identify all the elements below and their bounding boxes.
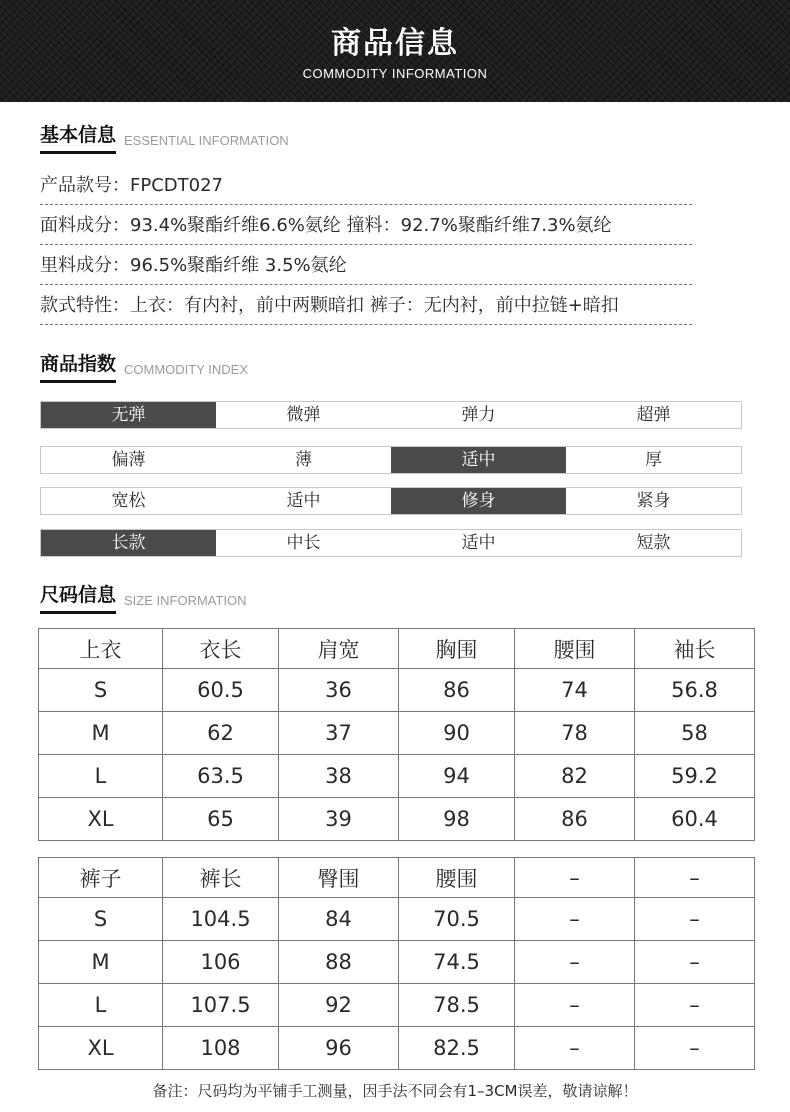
table-cell: 98	[399, 798, 515, 841]
table-cell: 78.5	[399, 984, 515, 1027]
table-cell: 96	[279, 1027, 399, 1070]
table-cell: 107.5	[163, 984, 279, 1027]
measurement-note: 备注：尺码均为平铺手工测量，因手法不同会有1–3CM误差，敬请谅解！	[152, 1082, 638, 1100]
table-header-cell: 裤长	[163, 858, 279, 898]
essential-title-en: ESSENTIAL INFORMATION	[124, 133, 289, 148]
table-row	[39, 898, 755, 941]
info-row-lining	[40, 244, 692, 285]
info-row-features	[40, 284, 692, 325]
table-cell: 60.4	[635, 798, 755, 841]
size-section-header	[40, 580, 247, 614]
table-cell: M	[39, 941, 163, 984]
table-cell: 56.8	[635, 669, 755, 712]
table-cell: –	[635, 941, 755, 984]
table-cell: –	[515, 898, 635, 941]
info-text: 里料成分：96.5%聚酯纤维 3.5%氨纶	[40, 255, 347, 276]
table-cell: –	[635, 984, 755, 1027]
index-cell: 适中	[286, 491, 321, 511]
index-cell: 偏薄	[111, 450, 146, 470]
page-subtitle: COMMODITY INFORMATION	[302, 66, 488, 81]
table-header-row	[39, 858, 755, 898]
index-cell: 薄	[295, 450, 312, 470]
tops-size-table	[38, 628, 755, 841]
index-row	[40, 401, 742, 429]
table-row	[39, 755, 755, 798]
index-row	[40, 487, 742, 515]
table-cell: XL	[39, 1027, 163, 1070]
table-cell: 86	[399, 669, 515, 712]
table-cell: 60.5	[163, 669, 279, 712]
table-cell: 90	[399, 712, 515, 755]
table-header-cell: 肩宽	[279, 629, 399, 669]
table-cell: 58	[635, 712, 755, 755]
table-cell: L	[39, 984, 163, 1027]
index-cell: 微弹	[286, 405, 321, 425]
table-header-cell: 袖长	[635, 629, 755, 669]
table-cell: 59.2	[635, 755, 755, 798]
table-header-cell: –	[635, 858, 755, 898]
index-row	[40, 529, 742, 557]
index-cell: 超弹	[636, 405, 671, 425]
table-cell: 74	[515, 669, 635, 712]
table-cell: –	[515, 1027, 635, 1070]
table-cell: 88	[279, 941, 399, 984]
pants-size-table	[38, 857, 755, 1070]
essential-section-header	[40, 120, 289, 154]
table-header-cell: 衣长	[163, 629, 279, 669]
table-cell: 63.5	[163, 755, 279, 798]
index-cell-selected: 适中	[391, 447, 566, 473]
table-row	[39, 798, 755, 841]
index-cell: 弹力	[461, 405, 496, 425]
table-cell: 106	[163, 941, 279, 984]
table-row	[39, 712, 755, 755]
index-cell-selected: 无弹	[41, 402, 216, 428]
table-header-row	[39, 629, 755, 669]
index-cell: 适中	[461, 533, 496, 553]
table-cell: 74.5	[399, 941, 515, 984]
table-cell: 108	[163, 1027, 279, 1070]
index-row	[40, 446, 742, 474]
table-cell: –	[635, 1027, 755, 1070]
table-cell: 94	[399, 755, 515, 798]
table-header-cell: 胸围	[399, 629, 515, 669]
info-text: 产品款号：FPCDT027	[40, 175, 223, 196]
table-cell: M	[39, 712, 163, 755]
table-cell: 38	[279, 755, 399, 798]
table-row	[39, 941, 755, 984]
table-header-cell: –	[515, 858, 635, 898]
table-header-cell: 腰围	[399, 858, 515, 898]
table-cell: XL	[39, 798, 163, 841]
info-text: 款式特性：上衣：有内衬，前中两颗暗扣 裤子：无内衬，前中拉链+暗扣	[40, 295, 619, 316]
table-header-cell: 臀围	[279, 858, 399, 898]
info-text: 面料成分：93.4%聚酯纤维6.6%氨纶 撞料：92.7%聚酯纤维7.3%氨纶	[40, 215, 612, 236]
table-cell: 86	[515, 798, 635, 841]
table-cell: L	[39, 755, 163, 798]
index-cell-selected: 修身	[391, 488, 566, 514]
index-cell: 紧身	[636, 491, 671, 511]
table-row	[39, 1027, 755, 1070]
table-row	[39, 669, 755, 712]
table-cell: 62	[163, 712, 279, 755]
index-cell: 厚	[645, 450, 662, 470]
page-title: 商品信息	[331, 26, 459, 61]
table-cell: 37	[279, 712, 399, 755]
size-title: 尺码信息	[40, 580, 116, 614]
table-cell: 70.5	[399, 898, 515, 941]
table-cell: 84	[279, 898, 399, 941]
index-cell: 宽松	[111, 491, 146, 511]
index-cell: 中长	[286, 533, 321, 553]
index-section-header	[40, 349, 248, 383]
info-row-style-no	[40, 164, 692, 205]
table-header-cell: 腰围	[515, 629, 635, 669]
table-cell: –	[515, 984, 635, 1027]
table-cell: S	[39, 898, 163, 941]
index-cell: 短款	[636, 533, 671, 553]
essential-title: 基本信息	[40, 120, 116, 154]
index-cell-selected: 长款	[41, 530, 216, 556]
index-title-en: COMMODITY INDEX	[124, 362, 249, 377]
table-header-cell: 裤子	[39, 858, 163, 898]
table-cell: 65	[163, 798, 279, 841]
table-cell: 92	[279, 984, 399, 1027]
table-row	[39, 984, 755, 1027]
table-cell: 104.5	[163, 898, 279, 941]
header-banner	[0, 0, 790, 102]
table-cell: –	[515, 941, 635, 984]
table-cell: –	[635, 898, 755, 941]
table-cell: S	[39, 669, 163, 712]
table-cell: 39	[279, 798, 399, 841]
table-header-cell: 上衣	[39, 629, 163, 669]
size-title-en: SIZE INFORMATION	[124, 593, 247, 608]
index-title: 商品指数	[40, 349, 116, 383]
info-row-fabric	[40, 204, 692, 245]
table-cell: 78	[515, 712, 635, 755]
table-cell: 36	[279, 669, 399, 712]
table-cell: 82	[515, 755, 635, 798]
table-cell: 82.5	[399, 1027, 515, 1070]
